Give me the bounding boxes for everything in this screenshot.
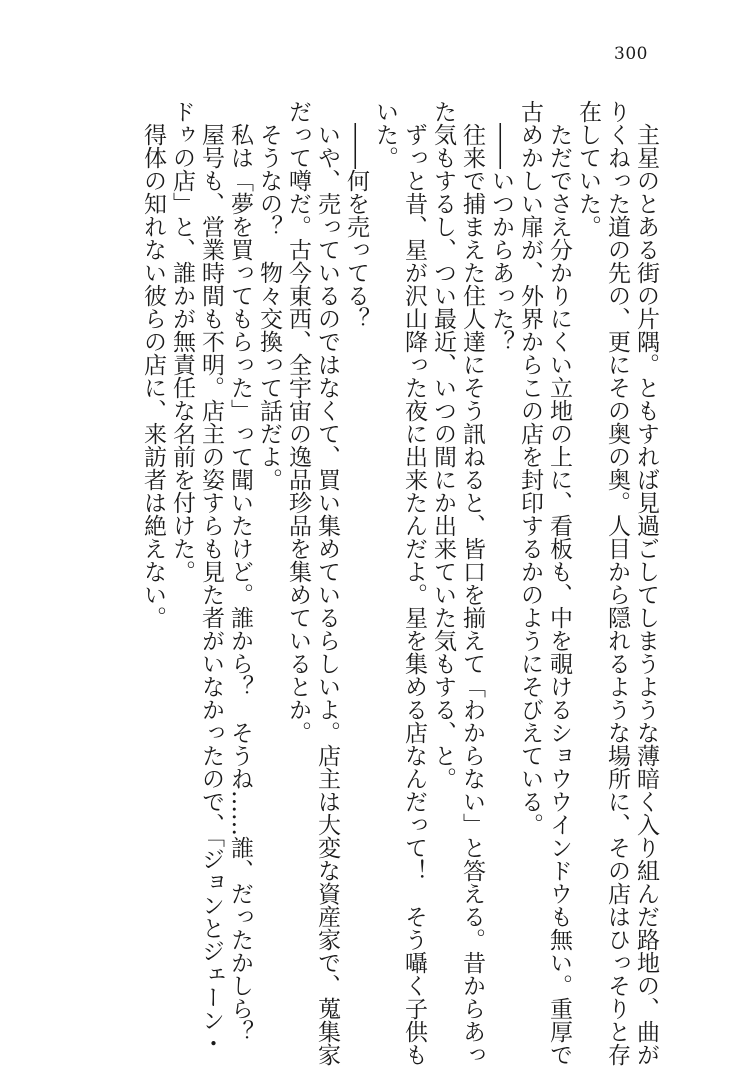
text-line: ドゥの店」と、誰かが無責任な名前を付けた。 [169,100,195,583]
text-line: ずっと昔、星が沢山降った夜に出来たんだよ。星を集める店なんだって！ そう囁く子供も [401,100,427,1066]
text-line: 在していた。 [575,100,601,238]
text-line: だって噂だ。古今東西、全宇宙の逸品珍品を集めているとか。 [285,100,311,744]
text-line: 屋号も、営業時間も不明。店主の姿すらも見た者がいなかったので、「ジョンとジェーン・ [198,100,224,1055]
text-line: ――何を売ってる？ [343,100,369,330]
text-line: 古めかしい扉が、外界からこの店を封印するかのようにそびえている。 [517,100,543,836]
text-line: ――いつからあった？ [488,100,514,353]
text-line: 得体の知れない彼らの店に、来訪者は絶えない。 [140,100,166,629]
vertical-text-body [140,100,660,1066]
text-line: 主星のとある街の片隅。ともすれば見過ごしてしまうような薄暗く入り組んだ路地の、曲が [633,100,659,1066]
text-line: た気もするし、つい最近、いつの間にか出来ていた気もする、と。 [430,100,456,790]
page-number: 300 [614,44,648,64]
text-line: 往来で捕まえた住人達にそう訊ねると、皆口を揃えて「わからない」と答える。昔からあっ [459,100,485,1066]
text-line: いや、売っているのではなくて、買い集めているらしいよ。店主は大変な資産家で、蒐集家 [314,100,340,1066]
text-line: ただでさえ分かりにくい立地の上に、看板も、中を覗けるショウウインドウも無い。重厚で [546,100,572,1066]
text-line: いた。 [372,100,398,169]
text-line: そうなの？ 物々交換って話だよ。 [256,100,282,491]
text-line: りくねった道の先の、更にその奥の奥。人目から隠れるような場所に、その店はひっそりと存 [604,100,630,1066]
text-line: 私は「夢を買ってもらった」って聞いたけど。誰から？ そうね……誰、だったかしら？ [227,100,253,1043]
